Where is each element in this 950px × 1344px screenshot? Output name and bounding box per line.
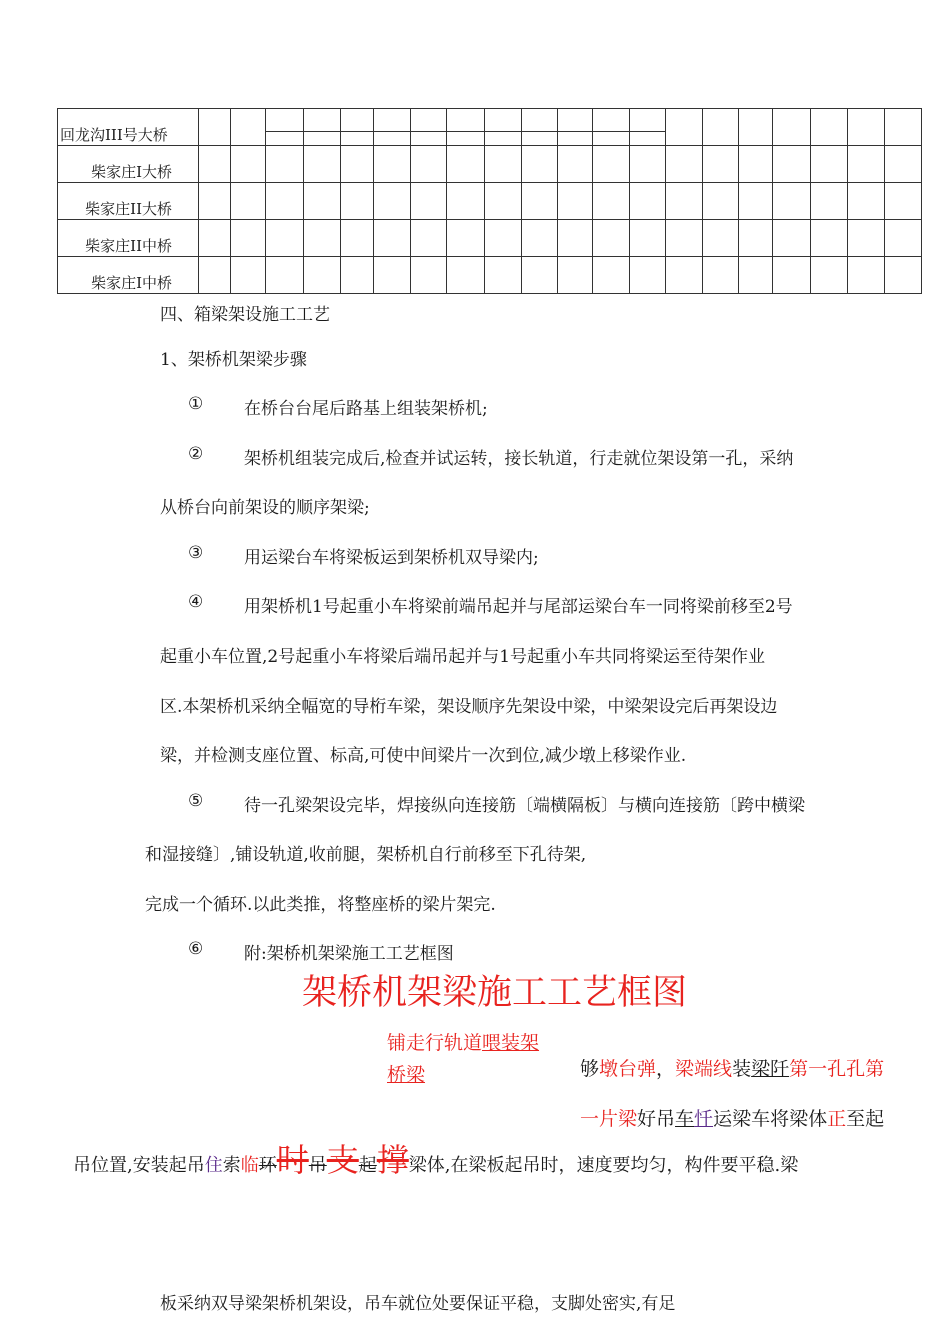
step-text-continued: 和湿接缝〕,铺设轨道,收前腿，架桥机自行前移至下孔待架,: [145, 845, 587, 865]
step-text-continued: 起重小车位置,2号起重小车将梁后端吊起并与1号起重小车共同将梁运至待架作业: [160, 647, 766, 667]
table-row: [58, 220, 922, 257]
step-text: 待一孔梁架设完毕，焊接纵向连接筋〔端横隔板〕与横向连接筋〔跨中横梁: [244, 796, 805, 816]
diagram-title: 架桥机架梁施工工艺框图: [302, 973, 688, 1013]
step-number: ⑤: [188, 791, 204, 811]
diagram-row1: 够墩台弹，梁端线装梁阡第一孔孔第: [580, 1058, 885, 1080]
step-text: 附:架桥机架梁施工工艺框图: [244, 944, 454, 964]
bottom-text: 板采纳双导梁架桥机架设，吊车就位处要保证平稳，支脚处密实,有足: [160, 1294, 676, 1314]
step-text-continued: 梁，并检测支座位置、标高,可使中间梁片一次到位,减少墩上移梁作业.: [160, 746, 687, 766]
bridge-name-cell: 柴家庄I大桥: [58, 146, 199, 183]
bridge-name-cell: 柴家庄II中桥: [58, 220, 199, 257]
step-text: 用运梁台车将梁板运到架桥机双导梁内;: [244, 548, 539, 568]
step-text-continued: 区.本架桥机采纳全幅宽的导桁车梁，架设顺序先架设中梁，中梁架设完后再架设边: [160, 697, 778, 717]
step-number: ①: [188, 394, 204, 414]
diagram-box-line2: 桥梁: [387, 1064, 426, 1086]
table-row: [58, 183, 922, 220]
bridge-name-cell: 柴家庄I中桥: [58, 257, 199, 294]
step-number: ④: [188, 592, 204, 612]
section-heading: 四、箱梁架设施工工艺: [160, 305, 330, 325]
bridge-table: [57, 108, 922, 294]
diagram-row2: 一片梁好吊车忏运梁车将梁体正至起: [580, 1108, 885, 1130]
step-text: 架桥机组装完成后,检查并试运转，接长轨道，行走就位架设第一孔，采纳: [244, 449, 794, 469]
table-row: [58, 257, 922, 294]
bridge-name-cell: 柴家庄II大桥: [58, 183, 199, 220]
step-text: 用架桥机1号起重小车将梁前端吊起并与尾部运梁台车一同将梁前移至2号: [244, 597, 793, 617]
step-number: ⑥: [188, 939, 204, 959]
step-text-continued: 从桥台向前架设的顺序架梁;: [160, 498, 370, 518]
table-row: [58, 109, 922, 146]
diagram-box-line1: 铺走行轨道喂装架: [387, 1032, 540, 1054]
subheading: 1、架桥机架梁步骤: [160, 350, 307, 370]
diagram-row3: 吊位置,安装起吊住索临环时吊支起撑梁体,在梁板起吊时，速度要均匀，构件要平稳.梁: [73, 1141, 799, 1179]
step-number: ②: [188, 444, 204, 464]
step-number: ③: [188, 543, 204, 563]
bridge-name-cell: 回龙沟III号大桥: [58, 109, 199, 146]
step-text-continued: 完成一个循环.以此类推，将整座桥的梁片架完.: [145, 895, 496, 915]
step-text: 在桥台台尾后路基上组装架桥机;: [244, 399, 488, 419]
table-row: [58, 146, 922, 183]
